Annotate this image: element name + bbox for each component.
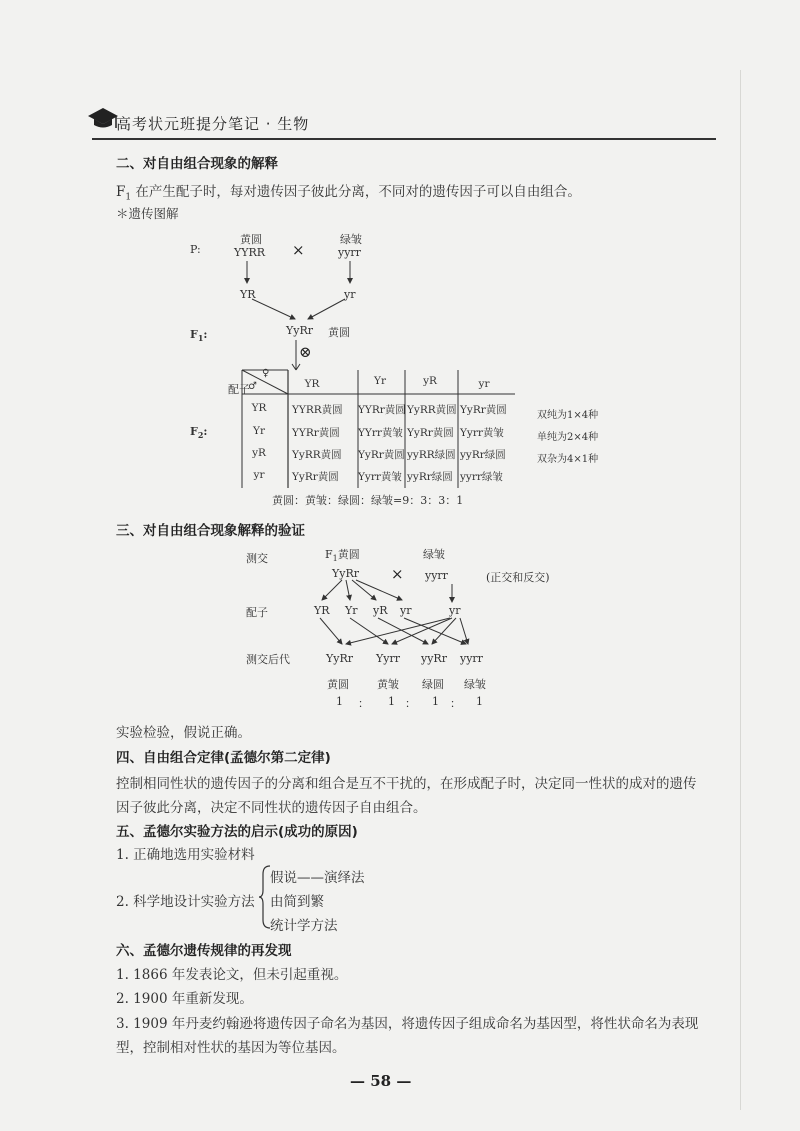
punnett-cell: YyRr黄圆 <box>358 449 405 461</box>
testcross-recessive-genotype: yyrr <box>425 569 448 582</box>
parent2-phenotype: 绿皱 <box>340 233 362 246</box>
f1-label-letter: F <box>190 328 198 341</box>
offspring-genotype: YyRr <box>326 652 354 665</box>
col-header-yr: yr <box>478 378 490 390</box>
header-title: 高考状元班提分笔记 · 生物 <box>116 115 310 133</box>
row-header-YR: YR <box>251 402 267 414</box>
testcross-f1-sub: 1 <box>332 554 338 564</box>
row-header-Yr: Yr <box>253 425 265 437</box>
col-header-YR: YR <box>304 378 320 390</box>
page-number: — 58 — <box>350 1072 412 1090</box>
gamete-yr-upper: YR <box>240 288 256 301</box>
section-3-conclusion: 实验检验，假说正确。 <box>116 725 251 741</box>
gamete-row-label: 配子 <box>228 383 250 396</box>
gamete-yr-lower: yr <box>344 288 356 301</box>
offspring-genotype: yyrr <box>460 652 483 665</box>
parent1-phenotype: 黄圆 <box>240 233 262 246</box>
col-header-yR: yR <box>423 375 437 387</box>
method-branch: 由简到繁 <box>270 894 324 910</box>
f1-phenotype: 黄圆 <box>328 326 350 339</box>
testcross-f1-letter: F <box>325 548 333 561</box>
male-symbol: ♂ <box>248 381 257 392</box>
f2-phenotype-ratio: 黄圆：黄皱：绿圆：绿皱=9：3：3：1 <box>272 494 464 507</box>
note-double-homozygous: 双纯为1×4种 <box>537 410 599 421</box>
punnett-cell: YYRR黄圆 <box>292 404 343 416</box>
ratio-value: 1 <box>336 695 343 708</box>
note-double-heterozygous: 双杂为4×1种 <box>537 454 599 465</box>
punnett-cell: yyRr绿圆 <box>460 449 506 461</box>
testcross-recessive-phenotype: 绿皱 <box>423 548 445 561</box>
punnett-cell: YyRr黄圆 <box>292 471 339 483</box>
row-header-yr: yr <box>253 469 265 481</box>
section-4-heading: 四、自由组合定律(孟德尔第二定律) <box>116 750 331 766</box>
f2-label-letter: F <box>190 425 198 438</box>
paragraph-rest: 在产生配子时，每对遗传因子彼此分离，不同对的遗传因子可以自由组合。 <box>131 184 581 200</box>
section-5-heading: 五、孟德尔实验方法的启示(成功的原因) <box>116 824 358 840</box>
scan-edge-line <box>740 70 741 1110</box>
offspring-genotype: Yyrr <box>376 652 400 665</box>
ratio-separator: ： <box>405 697 416 710</box>
testcross-recessive-gamete: yr <box>449 604 461 617</box>
testcross-arrows <box>300 576 500 661</box>
testcross-gamete-label: 配子 <box>246 606 268 619</box>
section-4-line-1: 控制相同性状的遗传因子的分离和组合是互不干扰的，在形成配子时，决定同一性状的成对的遗传 <box>116 776 697 792</box>
f1-genotype: YyRr <box>286 324 314 337</box>
testcross-gamete: Yr <box>345 604 358 617</box>
female-symbol: ♀ <box>262 368 270 379</box>
method-branch: 统计学方法 <box>270 918 338 934</box>
punnett-cell: yyRR绿圆 <box>407 449 456 461</box>
section-4-line-2: 因子彼此分离，决定不同性状的遗传因子自由组合。 <box>116 800 427 816</box>
offspring-phenotype: 绿皱 <box>464 678 486 691</box>
punnett-cell: Yyrr黄皱 <box>460 427 504 439</box>
ratio-separator: ： <box>450 697 461 710</box>
punnett-cell: YYRr黄圆 <box>358 404 406 416</box>
col-header-Yr: Yr <box>374 375 386 387</box>
punnett-cell: YyRr黄圆 <box>407 427 454 439</box>
ratio-value: 1 <box>388 695 395 708</box>
f-subscript: 1 <box>125 192 132 203</box>
punnett-cell: YYRr黄圆 <box>292 427 340 439</box>
section-6-item-3-line-1: 3. 1909 年丹麦约翰逊将遗传因子命名为基因，将遗传因子组成命名为基因型，将性状命名为表现 <box>116 1016 699 1032</box>
section-2-paragraph <box>116 180 581 203</box>
section-5-item-2: 2. 科学地设计实验方法 <box>116 894 255 910</box>
parent2-genotype: yyrr <box>338 246 361 259</box>
ratio-value: 1 <box>476 695 483 708</box>
f1-label <box>190 328 207 343</box>
testcross-cross-symbol: × <box>391 565 404 583</box>
ratio-value: 1 <box>432 695 439 708</box>
f2-label-sub: 2 <box>197 430 204 441</box>
section-6-item-1: 1. 1866 年发表论文，但未引起重视。 <box>116 967 348 983</box>
f2-label <box>190 425 207 440</box>
section-2-heading: 二、对自由组合现象的解释 <box>116 156 278 172</box>
testcross-offspring-label: 测交后代 <box>246 653 290 666</box>
testcross-gamete: yr <box>400 604 412 617</box>
punnett-cell: YyRr黄圆 <box>460 404 507 416</box>
selfing-symbol: ⊗ <box>299 343 312 361</box>
header-rule <box>92 138 716 140</box>
section-6-heading: 六、孟德尔遗传规律的再发现 <box>116 943 292 959</box>
offspring-phenotype: 绿圆 <box>422 678 444 691</box>
punnett-cell: yyRr绿圆 <box>407 471 453 483</box>
offspring-genotype: yyRr <box>421 652 447 665</box>
method-branch: 假说——演绎法 <box>270 870 365 886</box>
offspring-phenotype: 黄圆 <box>327 678 349 691</box>
testcross-f1-genotype: YyRr <box>332 567 360 580</box>
section-5-item-1: 1. 正确地选用实验材料 <box>116 847 255 863</box>
note-single-homozygous: 单纯为2×4种 <box>537 432 599 443</box>
punnett-cell: YyRR黄圆 <box>292 449 342 461</box>
punnett-cell: yyrr绿皱 <box>460 471 503 483</box>
cross-symbol: × <box>292 241 305 259</box>
section-6-item-2: 2. 1900 年重新发现。 <box>116 991 253 1007</box>
ratio-separator: ： <box>358 697 369 710</box>
testcross-label: 测交 <box>246 552 268 565</box>
testcross-gamete: YR <box>314 604 330 617</box>
f2-label-colon: : <box>203 425 208 438</box>
punnett-cell: YYrr黄皱 <box>358 427 403 439</box>
section-3-heading: 三、对自由组合现象解释的验证 <box>116 523 305 539</box>
row-header-yR: yR <box>252 447 266 459</box>
offspring-phenotype: 黄皱 <box>377 678 399 691</box>
testcross-f1-phenotype <box>325 546 360 563</box>
p-generation-label: P: <box>190 243 201 256</box>
punnett-cell: Yyrr黄皱 <box>358 471 402 483</box>
section-6-item-3-line-2: 型，控制相对性状的基因为等位基因。 <box>116 1040 346 1056</box>
testcross-gamete: yR <box>373 604 388 617</box>
punnett-cell: YyRR黄圆 <box>407 404 457 416</box>
f1-label-colon: : <box>203 328 208 341</box>
graduation-cap-icon <box>86 104 120 132</box>
testcross-f1-pheno: 黄圆 <box>337 548 360 561</box>
f-letter: F <box>116 184 126 200</box>
genetic-diagram-bullet: ＊遗传图解 <box>116 206 179 221</box>
reciprocal-cross-note: (正交和反交) <box>486 571 550 584</box>
f1-label-sub: 1 <box>197 333 204 344</box>
parent1-genotype: YYRR <box>234 246 266 259</box>
